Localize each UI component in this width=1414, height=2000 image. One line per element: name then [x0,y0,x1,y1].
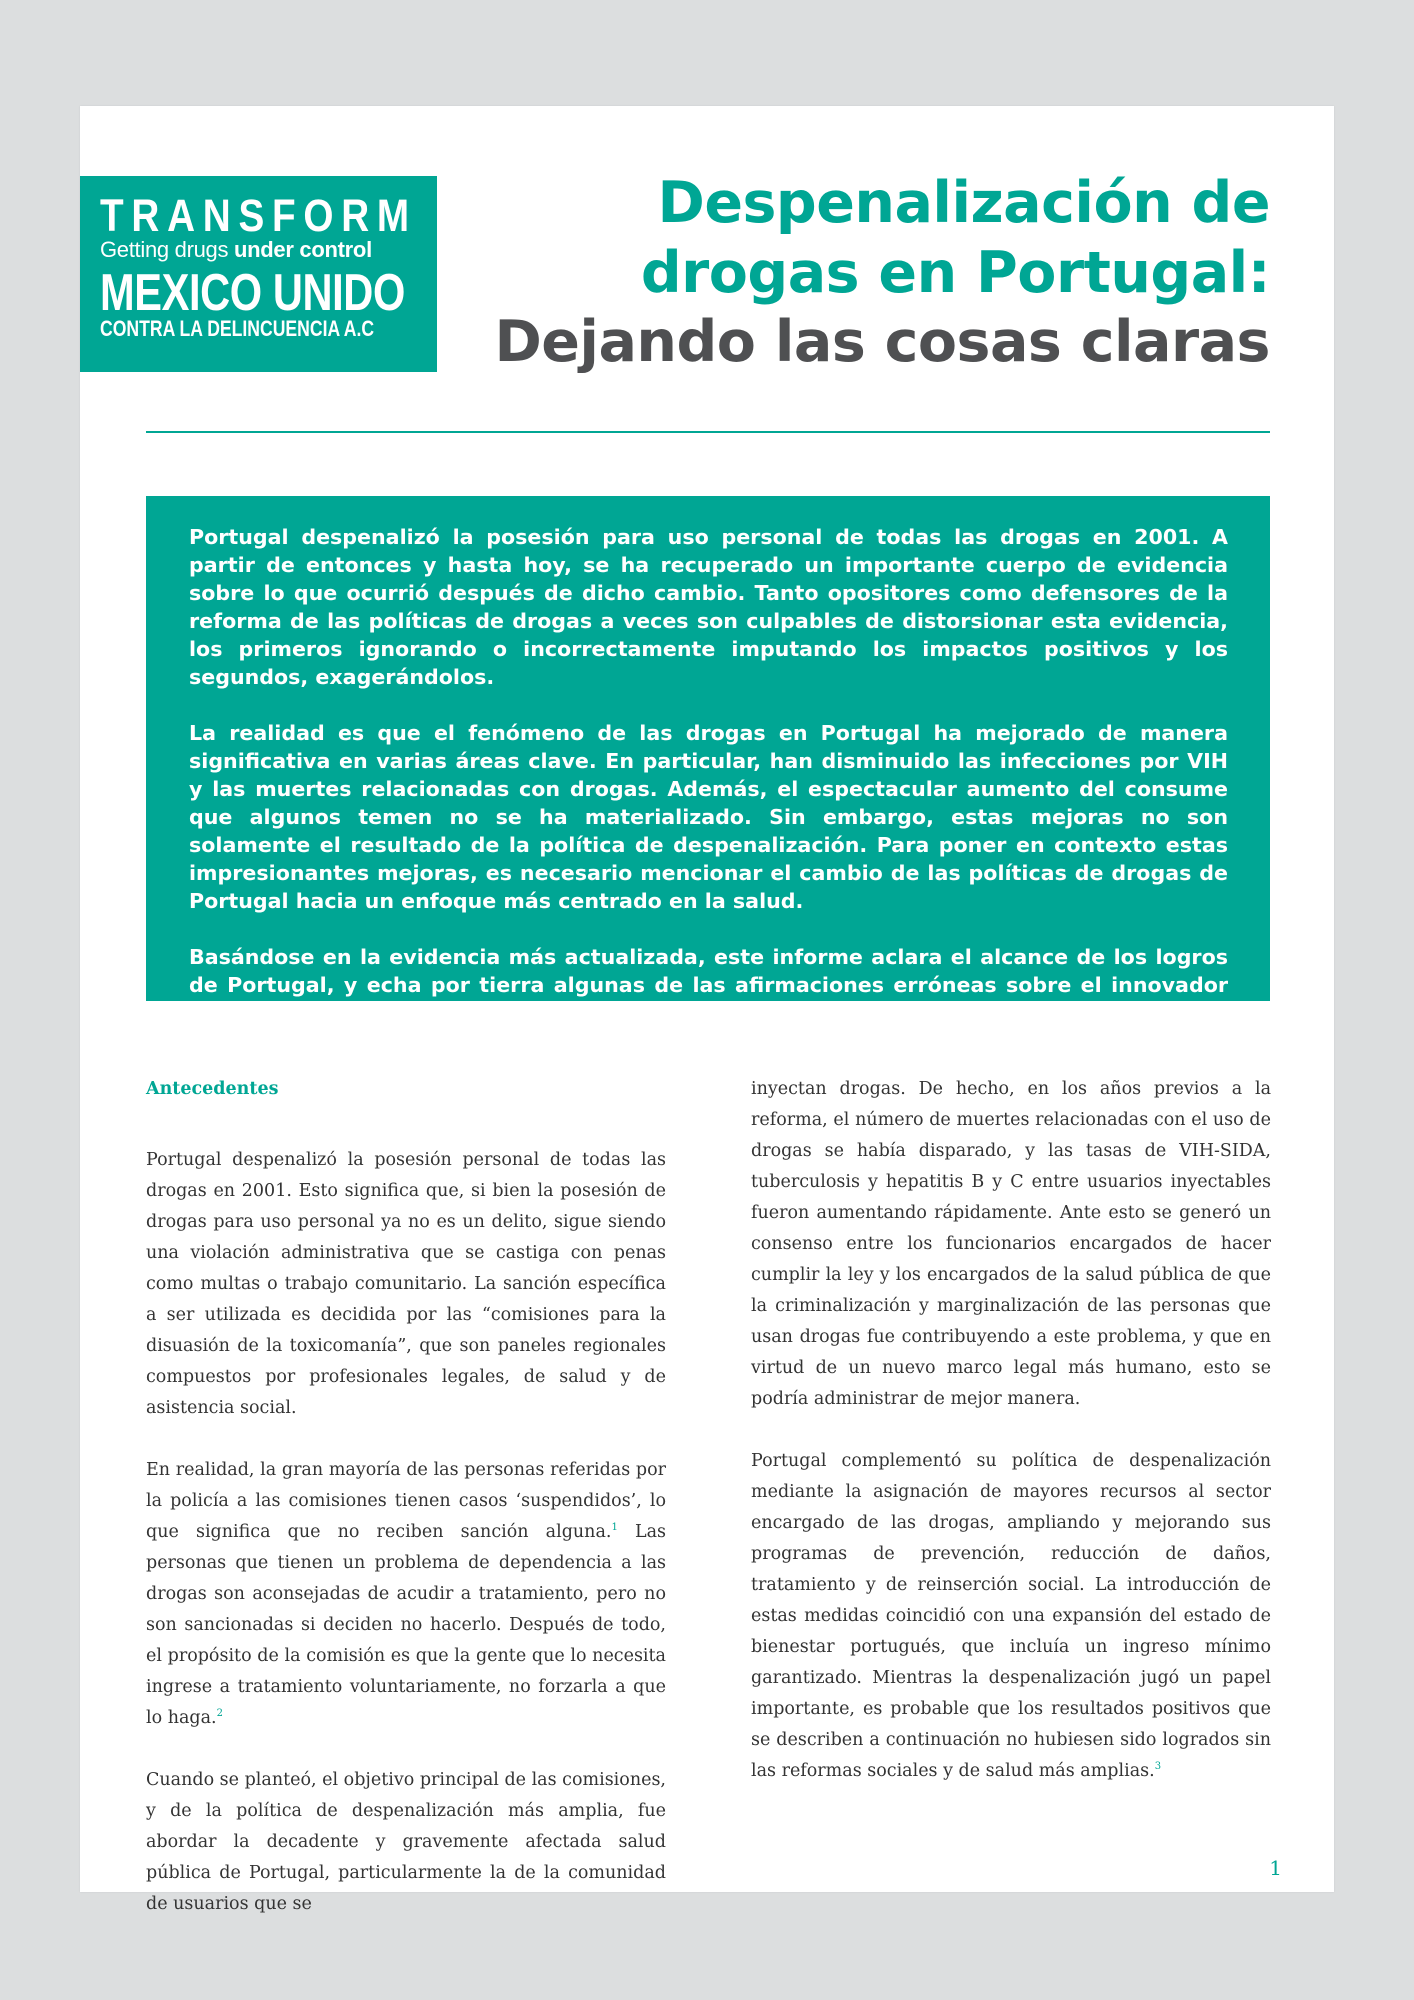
body-text: En realidad, la gran mayoría de las personas referidas por la policía a las comisiones tienen casos ‘suspendidos’, lo que significa que no reciben sanción alguna. [146,1460,666,1542]
transform-mexico-unido-logo [80,176,437,372]
footnote-ref-1[interactable]: 1 [611,1522,618,1533]
document-page [80,106,1334,1914]
body-text: Las personas que tienen un problema de dependencia a las drogas son aconsejadas de acudir a tratamiento, pero no son sancionadas si deciden no hacerlo. Después de todo, el propósito de la comisión es que la gente que lo necesita ingrese a tratamiento voluntariamente, no forzarla a que lo haga. [146,1522,666,1728]
body-paragraph [146,1455,666,1734]
footnote-ref-2[interactable]: 2 [216,1708,223,1719]
title-divider [146,431,1270,433]
body-text: Portugal complementó su política de despenalización mediante la asignación de mayores recursos al sector encargado de las drogas, ampliando y mejorando sus programas de prevención, reducción de daños, tratamiento y de reinserción social. La introducción de estas medidas coincidió con una expansión del estado de bienestar portugués, que incluía un ingreso mínimo garantizado. Mientras la despenalización jugó un papel importante, es probable que los resultados positivos que se describen a continuación no hubiesen sido logrados sin las reformas sociales y de salud más amplias. [751,1451,1271,1781]
right-column [751,1074,1271,1818]
body-paragraph: Cuando se planteó, el objetivo principal de las comisiones, y de la política de despenalización más amplia, fue abordar la decadente y gravemente afectada salud pública de Portugal, particularmente la de la comunidad de usuarios que se [146,1770,666,1914]
title-line-2: drogas en Portugal: [640,240,1270,306]
body-paragraph: inyectan drogas. De hecho, en los años previos a la reforma, el número de muertes relacionadas con el uso de drogas se había disparado, y las tasas de VIH-SIDA, tuberculosis y hepatitis B y C entre usuarios inyectables fueron aumentando rápidamente. Ante esto se generó un consenso entre los funcionarios encargados de hacer cumplir la ley y los encargados de la salud pública de que la criminalización y marginalización de las personas que usan drogas fue contribuyendo a este problema, y que en virtud de un nuevo marco legal más humano, esto se podría administrar de mejor manera. [751,1079,1271,1409]
intro-summary-box [146,496,1270,1025]
body-paragraph [751,1446,1271,1787]
logo-tagline-b: under control [234,237,372,262]
logo-tagline [100,238,437,262]
body-paragraph: Portugal despenalizó la posesión personal de todas las drogas en 2001. Esto significa que, si bien la posesión de drogas para uso personal ya no es un delito, sigue siendo una violación administrativa que se castiga con penas como multas o trabajo comunitario. La sanción específica a ser utilizada es decidida por las “comisiones para la disuasión de la toxicomanía”, que son paneles regionales compuestos por profesionales legales, de salud y de asistencia social. [146,1150,666,1418]
left-column [146,1074,666,1951]
intro-paragraph: Portugal despenalizó la posesión para uso personal de todas las drogas en 2001. A partir de entonces y hasta hoy, se ha recuperado un importante cuerpo de evidencia sobre lo que ocurrió después de dicho cambio. Tanto opositores como defensores de la reforma de las políticas de drogas a veces son culpables de distorsionar esta evidencia, los primeros ignorando o incorrectamente imputando los impactos positivos y los segundos, exagerándolos. [189,525,1228,689]
document-title [470,168,1270,376]
logo-contra-la-delincuencia: CONTRA LA DELINCUENCIA A.C [100,316,375,341]
logo-transform: TRANSFORM [100,190,417,241]
title-subtitle: Dejando las cosas claras [494,309,1270,375]
intro-paragraph: Basándose en la evidencia más actualizada, este informe aclara el alcance de los logros de Portugal, y echa por tierra algunas de las afirmaciones erróneas sobre el innovador enfoque del país hacia las drogas. [189,945,1228,1025]
intro-paragraph: La realidad es que el fenómeno de las drogas en Portugal ha mejorado de manera significativa en varias áreas clave. En particular, han disminuido las infecciones por VIH y las muertes relacionadas con drogas. Además, el espectacular aumento del consume que algunos temen no se ha materializado. Sin embargo, estas mejoras no son solamente el resultado de la política de despenalización. Para poner en contexto estas impresionantes mejoras, es necesario mencionar el cambio de las políticas de drogas de Portugal hacia un enfoque más centrado en la salud. [189,721,1228,913]
footnote-ref-3[interactable]: 3 [1154,1761,1162,1772]
section-heading-antecedentes: Antecedentes [146,1079,279,1099]
logo-tagline-a: Getting drugs [100,237,234,262]
logo-mexico-unido: MEXICO UNIDO [100,264,405,322]
title-line-1: Despenalización de [657,170,1270,236]
page-number: 1 [1269,1856,1282,1880]
